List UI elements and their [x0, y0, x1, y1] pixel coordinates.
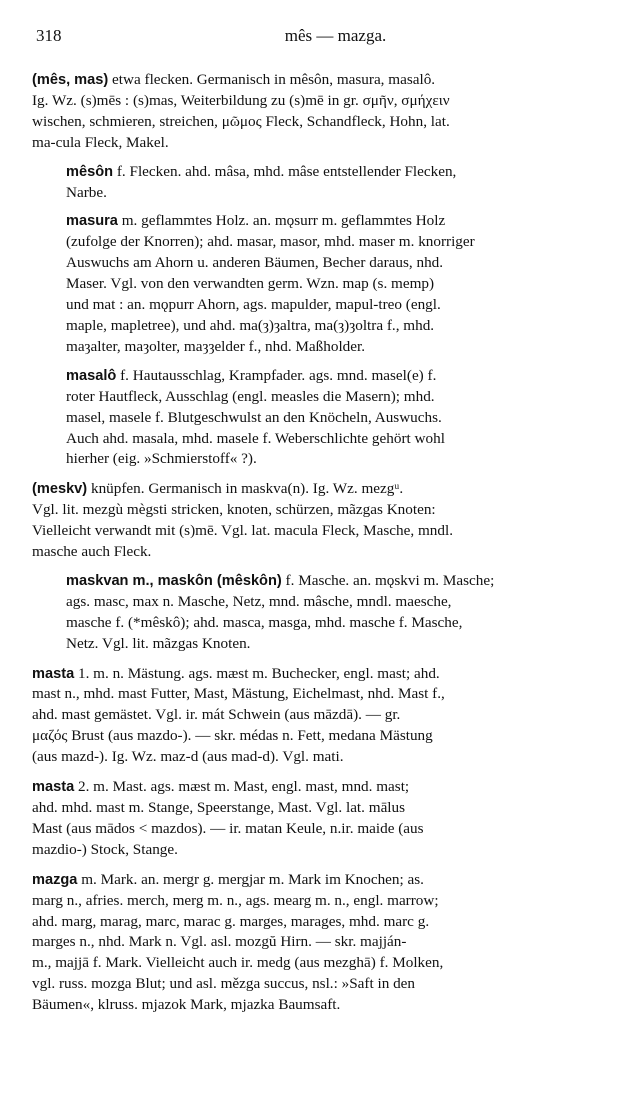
entry-line [66, 183, 612, 204]
line-text: Ig. Wz. (s)mēs : (s)mas, Weiterbildung zu (s)mē in gr. σμῆν, σμήχειν [32, 91, 450, 109]
line-text: 2. m. Mast. ags. mæst m. Mast, engl. mast, mnd. mast; [77, 778, 410, 796]
dictionary-entry [32, 479, 612, 563]
entry-line [32, 705, 612, 726]
entry-line [66, 316, 612, 337]
line-text: roter Hautfleck, Ausschlag (engl. measles die Masern); mhd. [66, 387, 435, 405]
line-text: Narbe. [66, 183, 107, 201]
entry-line [32, 798, 612, 819]
line-text: marg n., afries. merch, merg m. n., ags. mearg m. n., engl. marrow; [32, 891, 439, 909]
entry-list [32, 70, 612, 1016]
entry-line [66, 337, 612, 358]
line-text: Vielleicht verwandt mit (s)mē. Vgl. lat. macula Fleck, Masche, mndl. [32, 522, 453, 540]
line-text: ahd. marg, marag, marc, marac g. marges, marages, mhd. marc g. [32, 912, 430, 930]
entry-line [32, 891, 612, 912]
line-text: m. Mark. an. mergr g. mergjar m. Mark im Knochen; as. [81, 870, 424, 888]
page-number: 318 [36, 26, 62, 45]
dictionary-entry [32, 870, 612, 1016]
line-text: wischen, schmieren, streichen, μῶμος Fleck, Schandfleck, Hohn, lat. [32, 112, 450, 130]
line-text: Vgl. lit. mezgù mègsti stricken, knoten, schürzen, mãzgas Knoten: [32, 501, 436, 519]
entry-line [66, 387, 612, 408]
entry-line [66, 162, 612, 183]
line-text: f. Hautausschlag, Krampfader. ags. mnd. masel(e) f. [120, 366, 437, 384]
headword: mêsôn [66, 163, 114, 180]
line-text: mast n., mhd. mast Futter, Mast, Mästung, Eichelmast, nhd. Mast f., [32, 685, 445, 703]
line-text: (aus mazd-). Ig. Wz. maz-d (aus mad-d). Vgl. mati. [32, 748, 344, 766]
entry-line [32, 70, 612, 91]
line-text: ahd. mhd. mast m. Stange, Speerstange, Mast. Vgl. lat. mālus [32, 799, 406, 816]
line-text: Netz. Vgl. lit. mãzgas Knoten. [66, 634, 251, 652]
entry-line [32, 932, 612, 953]
dictionary-subentry [32, 211, 612, 357]
line-text: μαζός Brust (aus mazdo-). — skr. médas n. Fett, medana Mästung [32, 727, 433, 745]
line-text: 1. m. n. Mästung. ags. mæst m. Buchecker, engl. mast; ahd. [77, 664, 440, 682]
line-text: ma-cula Fleck, Makel. [32, 133, 169, 151]
line-text: Mast (aus mādos < mazdos). — ir. matan Keule, n.ir. maide (aus [32, 819, 424, 837]
line-text: ahd. mast gemästet. Vgl. ir. mát Schwein (aus māzdā). — gr. [32, 706, 401, 724]
headword: maskvan m., maskôn (mêskôn) [66, 572, 282, 589]
entry-line [66, 232, 612, 253]
entry-line [66, 211, 612, 232]
headword: mazga [32, 871, 78, 888]
dictionary-entry [32, 777, 612, 861]
line-text: und mat : an. mǫpurr Ahorn, ags. mapulder, mapul-treo (engl. [66, 296, 441, 314]
line-text: etwa flecken. Germanisch in mêsôn, masura, masalô. [112, 71, 436, 88]
entry-line [32, 995, 612, 1016]
headword: masta [32, 665, 75, 682]
line-text: m. geflammtes Holz. an. mǫsurr m. geflammtes Holz [121, 212, 446, 230]
entry-line [32, 542, 612, 563]
line-text: ags. masc, max n. Masche, Netz, mnd. mâsche, mndl. maesche, [66, 592, 452, 610]
line-text: knüpfen. Germanisch in maskva(n). Ig. Wz. mezgᵘ. [90, 480, 404, 498]
entry-line [32, 840, 612, 861]
line-text: f. Flecken. ahd. mâsa, mhd. mâse entstellender Flecken, [116, 162, 457, 180]
headword: (meskv) [32, 481, 88, 498]
entry-line [66, 592, 612, 613]
dictionary-entry [32, 664, 612, 769]
dictionary-entry [32, 70, 612, 154]
line-text: marges n., nhd. Mark n. Vgl. asl. mozgŭ Hirn. — skr. majján- [32, 933, 407, 951]
running-head: mês — mazga. [284, 26, 387, 45]
entry-line [32, 870, 612, 891]
line-text: maȝalter, maȝolter, maȝȝelder f., nhd. Maßholder. [66, 337, 366, 355]
entry-line [66, 295, 612, 316]
entry-line [32, 521, 612, 542]
line-text: Auswuchs am Ahorn u. anderen Bäumen, Becher daraus, nhd. [66, 254, 444, 272]
entry-line [32, 684, 612, 705]
entry-line [32, 747, 612, 768]
entry-line [32, 133, 612, 154]
entry-line [32, 819, 612, 840]
entry-line [66, 408, 612, 429]
entry-line [32, 777, 612, 798]
entry-line [32, 91, 612, 112]
entry-line [66, 366, 612, 387]
headword: masalô [66, 367, 117, 384]
entry-line [32, 500, 612, 521]
headword: masta [32, 779, 75, 796]
line-text: hierher (eig. »Schmierstoff« ?). [66, 450, 257, 468]
entry-line [66, 613, 612, 634]
entry-line [32, 664, 612, 685]
entry-line [32, 974, 612, 995]
dictionary-subentry [32, 571, 612, 655]
line-text: Auch ahd. masala, mhd. masele f. Weberschlichte gehört wohl [66, 429, 445, 447]
entry-line [32, 112, 612, 133]
line-text: masche f. (*mêskô); ahd. masca, masga, mhd. masche f. Masche, [66, 613, 463, 631]
entry-line [32, 912, 612, 933]
entry-line [66, 274, 612, 295]
entry-line [66, 449, 612, 470]
line-text: masel, masele f. Blutgeschwulst an den Knöcheln, Auswuchs. [66, 408, 442, 426]
dictionary-subentry [32, 366, 612, 471]
line-text: Maser. Vgl. von den verwandten germ. Wzn. map (s. memp) [66, 275, 435, 293]
entry-line [32, 953, 612, 974]
dictionary-subentry [32, 162, 612, 204]
entry-line [32, 479, 612, 500]
line-text: Bäumen«, klruss. mjazok Mark, mjazka Baumsaft. [32, 996, 341, 1014]
entry-line [66, 429, 612, 450]
line-text: maple, mapletree), und ahd. ma(ȝ)ȝaltra, ma(ȝ)ȝoltra f., mhd. [66, 316, 435, 334]
line-text: masche auch Fleck. [32, 543, 152, 561]
page-header [36, 26, 611, 48]
entry-line [66, 253, 612, 274]
entry-line [66, 634, 612, 655]
entry-line [66, 571, 612, 592]
line-text: mazdio-) Stock, Stange. [32, 840, 178, 858]
line-text: m., majjā f. Mark. Vielleicht auch ir. medg (aus mezghā) f. Molken, [32, 954, 444, 972]
headword: (mês, mas) [32, 72, 109, 88]
headword: masura [66, 213, 118, 230]
entry-line [32, 726, 612, 747]
line-text: vgl. russ. mozga Blut; und asl. mězga succus, nsl.: »Saft in den [32, 975, 416, 993]
line-text: (zufolge der Knorren); ahd. masar, masor, mhd. maser m. knorriger [66, 233, 475, 251]
line-text: f. Masche. an. mǫskvi m. Masche; [285, 571, 495, 589]
